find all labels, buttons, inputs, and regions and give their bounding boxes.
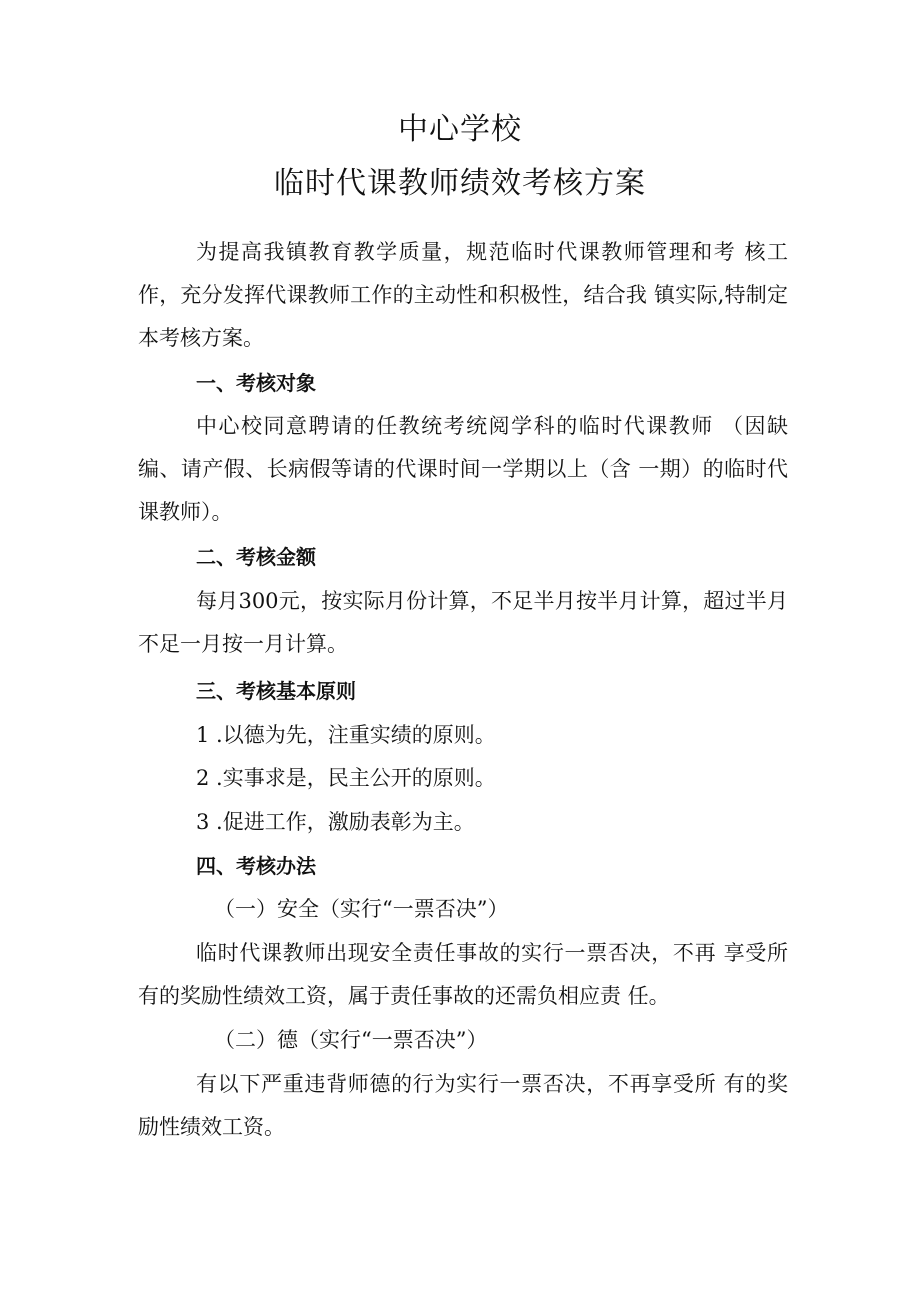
subsection-ethics-body: 有以下严重违背师德的行为实行一票否决，不再享受所 有的奖励性绩效工资。 bbox=[138, 1072, 788, 1139]
subsection-safety-title: （一）安全（实行“一票否决”） bbox=[214, 897, 509, 921]
principle-item-1: 1 .以德为先，注重实绩的原则。 bbox=[196, 723, 496, 747]
principle-item-3: 3 .促进工作，激励表彰为主。 bbox=[196, 810, 475, 834]
subsection-ethics-title: （二）德（实行“一票否决”） bbox=[214, 1028, 488, 1052]
document-title: 临时代课教师绩效考核方案 bbox=[274, 166, 646, 201]
section-2-body: 每月300元，按实际月份计算，不足半月按半月计算，超过半月不足一月按一月计算。 bbox=[138, 589, 788, 656]
subsection-safety-body: 临时代课教师出现安全责任事故的实行一票否决，不再 享受所有的奖励性绩效工资，属于责任事故的还需负相应责 任。 bbox=[138, 941, 788, 1008]
section-2-heading: 二、考核金额 bbox=[196, 545, 316, 569]
intro-paragraph: 为提高我镇教育教学质量，规范临时代课教师管理和考 核工作，充分发挥代课教师工作的主动性和积极性，结合我 镇实际,特制定本考核方案。 bbox=[138, 240, 788, 350]
section-4-heading: 四、考核办法 bbox=[196, 854, 316, 878]
school-title: 中心学校 bbox=[398, 112, 522, 147]
section-3-heading: 三、考核基本原则 bbox=[196, 679, 356, 703]
principle-item-2: 2 .实事求是，民主公开的原则。 bbox=[196, 766, 496, 790]
section-1-body: 中心校同意聘请的任教统考统阅学科的临时代课教师 （因缺编、请产假、长病假等请的代课时间一学期以上（含 一期）的临时代课教师）。 bbox=[138, 414, 788, 524]
section-1-heading: 一、考核对象 bbox=[196, 371, 316, 395]
